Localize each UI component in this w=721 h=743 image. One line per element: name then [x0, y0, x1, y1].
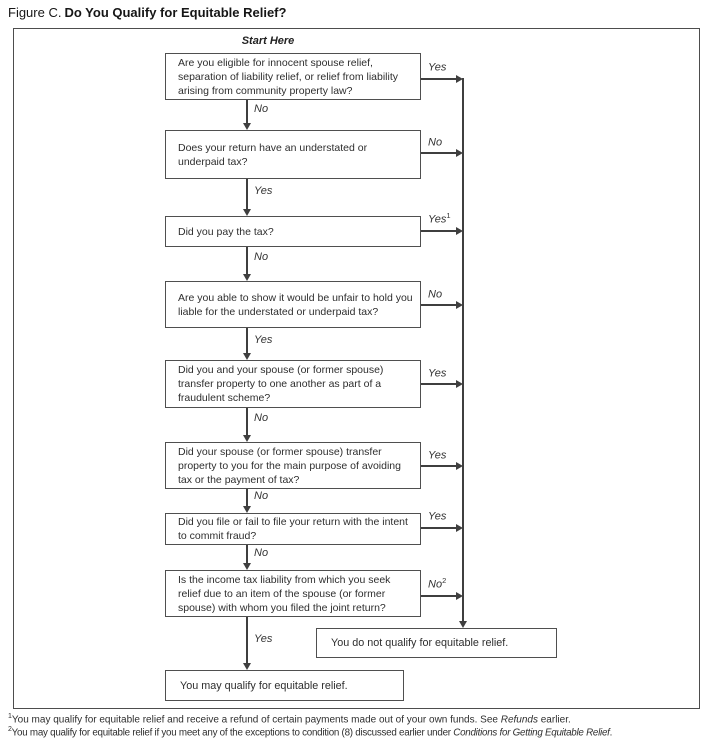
- right-connector-3: [421, 230, 456, 232]
- footnote-text: You may qualify for equitable relief and receive a refund of certain payments made out of your own funds. See: [11, 714, 501, 726]
- down-label-1: No: [254, 103, 269, 115]
- figure-label: Figure C.: [8, 5, 62, 20]
- outcome-text-negative: You do not qualify for equitable relief.: [331, 637, 509, 649]
- right-label-4: [428, 286, 442, 301]
- label-text: Yes: [428, 510, 447, 523]
- right-label-6: [428, 447, 446, 462]
- down-connector-2: [246, 179, 248, 209]
- down-label-4: Yes: [254, 334, 273, 346]
- down-label-6: No: [254, 490, 269, 502]
- right-connector-2: [421, 152, 456, 154]
- arrowhead-down-icon: [243, 563, 251, 570]
- question-text-8: Is the income tax liability from which you seek relief due to an item of the spouse (or former spouse) with whom you filed the joint return?: [178, 573, 391, 614]
- footnote-text: earlier.: [537, 714, 571, 726]
- down-label-2: Yes: [254, 185, 273, 197]
- down-connector-7: [246, 545, 248, 563]
- footnote-text: .: [609, 727, 613, 739]
- question-text-5: Did you and your spouse (or former spouse) transfer property to one another as part of a fraudulent scheme?: [178, 364, 384, 404]
- right-connector-4: [421, 304, 456, 306]
- right-connector-6: [421, 465, 456, 467]
- right-label-2: [428, 134, 442, 149]
- question-box-4: [165, 281, 421, 328]
- arrowhead-down-icon: [243, 274, 251, 281]
- label-sup: 1: [446, 211, 451, 220]
- down-label-8: Yes: [254, 633, 273, 645]
- flow-rail: [462, 78, 464, 621]
- footnote-sup: 2: [8, 726, 12, 733]
- question-text-3: Did you pay the tax?: [178, 225, 274, 238]
- question-box-5: [165, 360, 421, 408]
- label-text: Yes: [428, 367, 447, 380]
- question-text-6: Did your spouse (or former spouse) transfer property to you for the main purpose of avoiding tax or the payment of tax?: [178, 445, 401, 486]
- down-label-5: No: [254, 412, 269, 424]
- label-text: Yes: [428, 213, 447, 226]
- arrowhead-down-icon: [243, 209, 251, 216]
- right-label-5: [428, 365, 446, 380]
- question-box-1: [165, 53, 421, 100]
- question-box-8: [165, 570, 421, 617]
- footnote-1: [8, 713, 571, 725]
- figure-title-text: Do You Qualify for Equitable Relief?: [64, 5, 287, 20]
- arrowhead-down-icon: [243, 353, 251, 360]
- footnote-italic-ref: Refunds: [500, 714, 538, 726]
- arrowhead-down-icon: [459, 621, 467, 628]
- arrowhead-down-icon: [243, 663, 251, 670]
- footnote-2: [8, 726, 612, 738]
- start-here-label: Start Here: [241, 35, 295, 47]
- arrowhead-down-icon: [243, 123, 251, 130]
- question-box-2: [165, 130, 421, 179]
- right-label-3: [428, 211, 451, 226]
- question-text-1: Are you eligible for innocent spouse relief, separation of liability relief, or relief from liability arising from community property law?: [178, 56, 399, 97]
- question-text-2: Does your return have an understated or underpaid tax?: [178, 141, 368, 168]
- down-connector-6: [246, 489, 248, 506]
- label-text: No: [428, 136, 443, 149]
- right-label-7: [428, 508, 446, 523]
- question-text-4: Are you able to show it would be unfair to hold you liable for the understated or underpaid tax?: [178, 291, 413, 318]
- footnote-sup: 1: [8, 713, 12, 720]
- right-connector-1: [421, 78, 456, 80]
- right-label-1: [428, 59, 446, 74]
- right-label-8: [428, 576, 446, 591]
- down-connector-4: [246, 328, 248, 353]
- question-text-7: Did you file or fail to file your return with the intent to commit fraud?: [178, 516, 408, 542]
- outcome-box-not-qualify: [316, 628, 557, 658]
- label-text: No: [428, 288, 443, 301]
- question-box-7: [165, 513, 421, 545]
- down-label-3: No: [254, 251, 269, 263]
- label-sup: 2: [442, 576, 447, 585]
- label-text: Yes: [428, 449, 447, 462]
- right-connector-7: [421, 527, 456, 529]
- down-connector-1: [246, 100, 248, 123]
- arrowhead-down-icon: [243, 506, 251, 513]
- footnote-text: You may qualify for equitable relief if you meet any of the exceptions to condition (8) discussed earlier under: [11, 727, 454, 739]
- down-connector-8: [246, 617, 248, 663]
- right-connector-5: [421, 383, 456, 385]
- label-text: No: [428, 578, 443, 591]
- down-connector-5: [246, 408, 248, 435]
- question-box-6: [165, 442, 421, 489]
- right-connector-8: [421, 595, 456, 597]
- down-label-7: No: [254, 547, 269, 559]
- footnote-italic-ref: Conditions for Getting Equitable Relief: [453, 727, 610, 739]
- figure-title: [8, 5, 286, 20]
- label-text: Yes: [428, 61, 447, 74]
- outcome-box-may-qualify: [165, 670, 404, 701]
- question-box-3: [165, 216, 421, 247]
- down-connector-3: [246, 247, 248, 274]
- outcome-text-positive: You may qualify for equitable relief.: [180, 679, 348, 692]
- arrowhead-down-icon: [243, 435, 251, 442]
